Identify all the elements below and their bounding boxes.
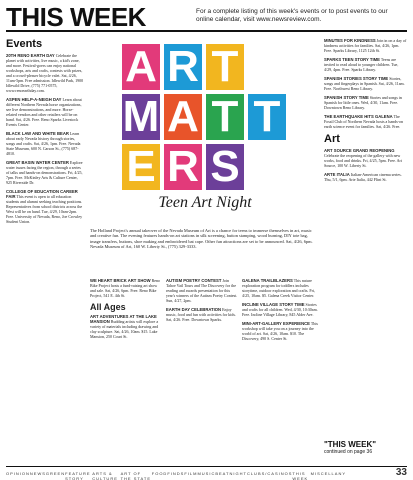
listing-item xyxy=(242,278,318,298)
listing-body: Italian-American cinema series. Thu, 5/1, 6pm. Arte Italia, 442 Flint St. xyxy=(324,172,402,182)
footer-tab: OPINION xyxy=(6,471,30,476)
hero-letter: A xyxy=(164,94,202,140)
continued-note xyxy=(324,440,407,455)
event-body: Explore water issues facing the region, through a series of talks and hands-on demonstrations. Fri, 4/25, 7pm. Free. McKinley Arts & Culture Center, 925 Riverside Dr. xyxy=(6,160,83,185)
listing-item xyxy=(324,95,407,110)
listing-item xyxy=(324,76,407,91)
listing-column xyxy=(90,278,162,453)
right-column xyxy=(324,38,407,453)
section-tabs xyxy=(6,471,346,480)
listing-body: Teens are invited to read aloud to younger children. Tue, 4/29, 4pm. Free. Sparks Library. xyxy=(324,57,399,72)
listing-column xyxy=(242,278,318,453)
footer-tab: MISCELLANY xyxy=(310,471,346,476)
event-title: COLLEGE OF EDUCATION CAREER FAIR xyxy=(6,189,78,199)
event-item xyxy=(6,160,84,185)
listing-body: This nature exploration program for toddlers includes storytime, outdoor exploration and crafts. Fri, 4/25, 10am. $5. Galena Creek Visitor Center. xyxy=(242,278,316,298)
listing-title: SPANISH STORY TIME xyxy=(324,95,369,100)
section-title: THIS WEEK xyxy=(6,2,146,32)
continued-label: "THIS WEEK" xyxy=(324,440,377,449)
hero-letter: E xyxy=(122,144,160,190)
event-body: Learn about early Nevada history through stories, songs and crafts. Sat, 4/26, 1pm. Free. Nevada State Museum, 600 N. Carson St., (775) 687-4810. xyxy=(6,131,81,156)
event-item xyxy=(6,131,84,156)
listing-title: MINUTES FOR KINDNESS xyxy=(324,38,376,43)
listing-item xyxy=(242,302,318,317)
listing-title: SPARKS TEEN STORY TIME xyxy=(324,57,380,62)
listing-title: EARTH DAY CELEBRATION xyxy=(166,307,222,312)
footer-tab: NEWS xyxy=(29,471,46,476)
listing-title: MINI-ART-GALLERY EXPERIENCE xyxy=(242,321,310,326)
listing-title: SPANISH STORIES STORY TIME xyxy=(324,76,389,81)
listing-body: This workshop will take you on a journey into the world of art. Sat, 4/26, 10am. $10. The Discovery, 490 S. Center St. xyxy=(242,321,318,341)
footer-tab: NIGHTCLUBS/CASINOS xyxy=(229,471,293,476)
listing-body: Enjoy music, food and fun with activities for kids. Sat, 4/26. Free. Downtown Sparks. xyxy=(166,307,236,322)
listing-body: Celebrate the reopening of the gallery with new works, food and drinks. Fri, 4/25, 5pm. Free. Art Source, 100 W. Liberty St. xyxy=(324,153,402,168)
masthead xyxy=(6,4,407,32)
listing-item xyxy=(324,172,407,182)
hero-letter: T xyxy=(248,94,286,140)
events-column xyxy=(6,38,84,453)
art-matters-hero xyxy=(90,38,318,223)
footer-tab: MUSICBEAT xyxy=(197,471,230,476)
hero-letter: S xyxy=(206,144,244,190)
hero-letter: T xyxy=(206,44,244,90)
listing-body: Join in on a day of kindness activities for families. Sat, 4/26, 1pm. Free. Sparks Library, 1125 12th St. xyxy=(324,38,407,53)
art-heading: Art xyxy=(324,133,340,145)
event-item xyxy=(6,97,84,127)
listing-title: ARTE ITALIA xyxy=(324,172,350,177)
events-heading: Events xyxy=(6,38,43,50)
event-title: 20TH RENO EARTH DAY xyxy=(6,53,55,58)
footer-tab: FILM xyxy=(184,471,198,476)
listing-title: GALENA TRAILBLAZERS xyxy=(242,278,293,283)
listing-title: AUTISM POETRY CONTEST xyxy=(166,278,222,283)
listing-body: Join Tahoe Vail Tours and The Discovery for the reading and awards presentation for this year's winners of the Autism Poetry Contest. Sun, 4/27, 2pm. xyxy=(166,278,238,303)
listing-item xyxy=(166,307,238,322)
footer-tab: FEATURE STORY xyxy=(65,471,91,480)
listing-title: WE HEART BRICK ART SHOW xyxy=(90,278,151,283)
hero-subtitle: Teen Art Night xyxy=(158,194,252,211)
footer-tab: ART OF THE STATE xyxy=(120,471,152,480)
listing-item xyxy=(166,278,238,303)
event-title: BLACK LAW AND WHITE BEAR xyxy=(6,131,69,136)
listing-body: Reno Bike Project hosts a fund-raising art show and sale. Sat, 4/26, 6pm. Free. Reno Bike Project, 541 E. 4th St. xyxy=(90,278,161,298)
hero-letter: R xyxy=(164,44,202,90)
event-body: This event is open to all education students and alumni seeking teaching positions. Representatives from school districts across the West will be on hand. Tue, 4/29, 10am-2pm. Free. University of Nevada, Reno, Joe Crowley Student Union. xyxy=(6,194,83,224)
listing-item xyxy=(324,38,407,53)
listing-body: Stories and crafts for all children. Wed, 4/30, 10:30am. Free. Incline Village Library, 845 Alder Ave. xyxy=(242,302,318,317)
hero-letter: T xyxy=(206,94,244,140)
footer-tab: ARTS & CULTURE xyxy=(92,471,118,480)
listing-title: INCLINE VILLAGE STORY TIME xyxy=(242,302,305,307)
listing-body: The Fossil Club of Northern Nevada hosts a hands-on earth science event for families. Sat, 4/26. Free. xyxy=(324,114,403,129)
hero-letter: R xyxy=(164,144,202,190)
page-footer xyxy=(6,466,407,478)
event-item xyxy=(6,189,84,224)
art-letter-grid xyxy=(120,42,290,192)
listing-title: ART SOURCE GRAND REOPENING xyxy=(324,148,395,153)
footer-tab: GREEN xyxy=(45,471,66,476)
hero-letter: A xyxy=(122,44,160,90)
event-title: GREAT BASIN WATER CENTER xyxy=(6,160,69,165)
listing-title: ART ADVENTURES AT THE LAKE MANSION xyxy=(90,314,157,324)
listing-item xyxy=(90,278,162,298)
listing-body: Stories and songs in Spanish for little ones. Wed, 4/30, 11am. Free. Downtown Reno Library. xyxy=(324,95,402,110)
listing-item xyxy=(90,314,162,339)
listing-item xyxy=(324,148,407,168)
listing-item xyxy=(324,114,407,129)
feature-intro: The Holland Project's annual takeover of the Nevada Museum of Art is a chance for teens to immerse themselves in art, music and creative fun. The evening features hands-on art stations in silk screening, button stamping, wood burning, DIY tote bag, image transfers, buttons, shoe making and embroidered bat cape. Other fun attractions are set to be announced. Sat, 4/26, 6pm. Nevada Museum of Art, 160 W. Liberty St., (775) 329-3333. xyxy=(90,228,313,250)
all-ages-heading: All Ages xyxy=(90,302,126,312)
continued-text: continued on page 36 xyxy=(324,449,373,455)
footer-tab: FOODFINDS xyxy=(151,471,185,476)
listing-item xyxy=(242,321,318,341)
listing-column xyxy=(166,278,238,453)
event-title: ASPEN HELP-A-NEIGH DAY xyxy=(6,97,62,102)
section-tagline: For a complete listing of this week's events or to post events to our online calendar, visit www.newsreview.com. xyxy=(196,8,388,23)
hero-letter: M xyxy=(122,92,160,141)
listing-body: Budding artists will explore a variety of materials including drawing and clay sculpture. Sat, 4/26, 10am. $15. Lake Mansion, 250 Court St. xyxy=(90,319,159,339)
listing-body: Stories, songs and fingerplays in Spanish. Sat, 4/26, 11am. Free. Northwest Reno Library. xyxy=(324,76,405,91)
listing-title: THE EARTHQUAKE HITS GALENA xyxy=(324,114,393,119)
footer-tab: THIS WEEK xyxy=(292,471,309,480)
event-body: Learn about different Northern Nevada horse organizations, see live demonstrations, and more. Horse-related vendors and other retailers will be on hand. Sat, 4/26. Free. Reno Sparks Livestock Events Center. xyxy=(6,97,82,127)
event-item xyxy=(6,53,84,93)
listing-item xyxy=(324,57,407,72)
page-number: 33 xyxy=(395,467,407,478)
event-body: Celebrate the planet with activities, live music, a kid's zone, and more. Festival-goers can enjoy national workshops, arts and crafts, contests with prizes, and a crowd-pleaser bicycle valet. Sat, 4/26, 11am-5pm. Free admission. Idlewild Park, 1900 Idlewild Drive, (775) 771-0575, www.renoearthday.com. xyxy=(6,53,84,93)
